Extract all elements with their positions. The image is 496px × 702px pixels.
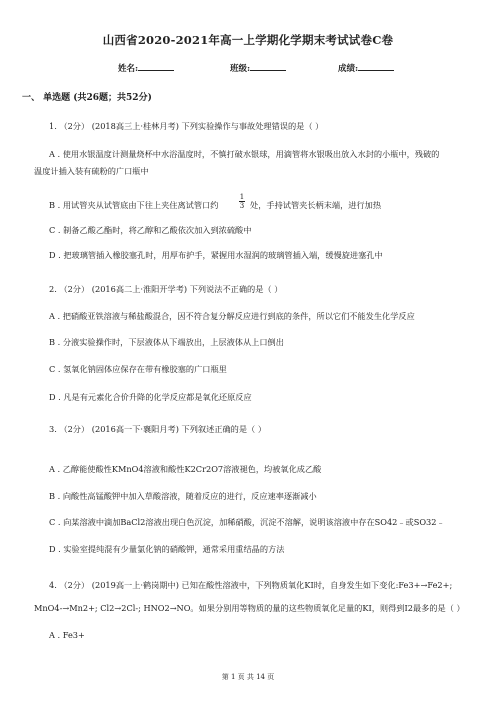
q1-option-b-post: 处，手持试管夹长柄末端，进行加热 [250, 200, 382, 210]
fraction-denominator: 3 [239, 202, 245, 210]
q4-stem-line1: 4. （2分） (2019高一上·鹤岗期中) 已知在酸性溶液中，下列物质氧化KI时，自身发生如下变化:Fe3+→Fe2+; [49, 580, 453, 590]
q2-stem: 2. （2分） (2016高二上·淮阳开学考) 下列说法不正确的是（ ） [49, 284, 283, 294]
score-underline [358, 62, 394, 71]
q1-option-d: D . 把玻璃管插入橡胶塞孔时，用厚布护手，紧握用水湿润的玻璃管插入端，缓慢旋进塞孔中 [49, 250, 383, 260]
q3-option-d: D . 实验室提纯混有少量氯化钠的硝酸钾，通常采用重结晶的方法 [49, 544, 285, 554]
q2-option-c: C . 氢氧化钠固体应保存在带有橡胶塞的广口瓶里 [49, 364, 227, 374]
q3-stem: 3. （2分） (2016高一下·襄阳月考) 下列叙述正确的是（ ） [49, 424, 267, 434]
q3-option-a: A . 乙醇能使酸性KMnO4溶液和酸性K2Cr2O7溶液褪色，均被氧化成乙酸 [49, 464, 322, 474]
score-field [338, 62, 394, 74]
q1-option-c: C . 制备乙酸乙酯时，将乙醇和乙酸依次加入到浓硫酸中 [49, 225, 252, 235]
page-footer: 第 1 页 共 14 页 [221, 673, 275, 681]
class-field [230, 62, 286, 74]
q1-option-a-line2: 温度计插入装有硫粉的广口瓶中 [34, 166, 149, 176]
page-title: 山西省2020-2021年高一上学期化学期末考试试卷C卷 [102, 33, 394, 47]
q1-option-a-line1: A . 使用水银温度计测量烧杯中水浴温度时，不慎打破水银球，用滴管将水银吸出放入水封的小瓶中，残破的 [49, 149, 440, 159]
q1-fraction [238, 193, 246, 210]
q1-option-b-pre: B . 用试管夹从试管底由下往上夹住离试管口约 [49, 200, 219, 210]
name-field [118, 62, 174, 74]
score-label: 成绩: [338, 64, 359, 74]
q1-stem: 1. （2分） (2018高三上·桂林月考) 下列实验操作与事故处理错误的是（ ） [49, 121, 324, 131]
section-heading: 一、 单选题 (共26题；共52分) [22, 93, 152, 103]
class-label: 班级: [230, 64, 251, 74]
q2-option-d: D . 凡是有元素化合价升降的化学反应都是氧化还原反应 [49, 392, 252, 402]
q3-option-c: C . 向某溶液中滴加BaCl2溶液出现白色沉淀，加稀硝酸，沉淀不溶解，说明该溶液中存在SO42﹣或SO32﹣ [49, 517, 445, 527]
fraction-numerator: 1 [239, 193, 245, 201]
q2-option-b: B . 分液实验操作时，下层液体从下端放出，上层液体从上口倒出 [49, 337, 284, 347]
name-underline [138, 62, 174, 71]
class-underline [250, 62, 286, 71]
name-label: 姓名: [118, 64, 139, 74]
q2-option-a: A . 把硝酸亚铁溶液与稀盐酸混合，因不符合复分解反应进行到底的条件，所以它们不能发生化学反应 [49, 311, 415, 321]
q4-stem-line2: MnO4-→Mn2+; Cl2→2Cl-; HNO2→NO。如果分别用等物质的量的这些物质氧化足量的KI，则得到I2最多的是（ ） [34, 603, 465, 613]
q4-option-a: A . Fe3+ [49, 630, 85, 640]
q3-option-b: B . 向酸性高锰酸钾中加入草酸溶液，随着反应的进行，反应速率逐渐减小 [49, 491, 317, 501]
